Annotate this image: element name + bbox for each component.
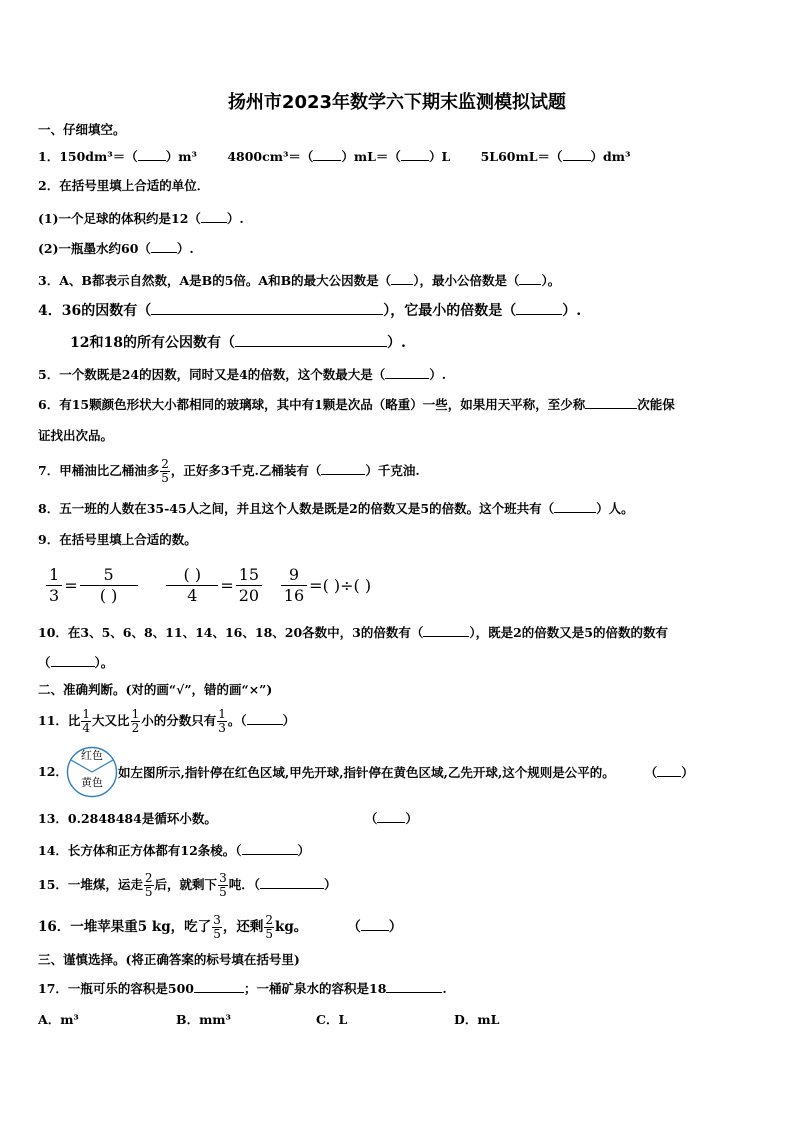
yellow-region-label: 黄色 — [81, 776, 103, 789]
red-region-label: 红色 — [81, 749, 103, 762]
section-3-heading: 三、谨慎选择。(将正确答案的标号填在括号里) — [38, 952, 300, 967]
question-9-stem: 9．在括号里填上合适的数。 — [38, 532, 197, 547]
question-9-equations: $\frac{1}{3}$ = 5 ( ) ( ) 4 = $\frac{15}{20}$ $\frac{9}{16}$ =( )÷( ) — [46, 562, 373, 609]
question-16: 16．一堆苹果重5 kg，吃了 $\frac{3}{5}$ ，还剩 $\frac{2}{5}$ kg。 （ ） — [38, 913, 403, 941]
question-17-option-c: C．L — [316, 1012, 348, 1027]
question-6-line-2: 证找出次品。 — [38, 428, 114, 443]
spinner-disc — [66, 746, 118, 798]
question-10-line-1: 10．在3、5、6、8、11、14、16、18、20各数中，3的倍数有（ ），既是2的倍数又是5的倍数的数有 — [38, 625, 669, 640]
question-11: 11．比 $\frac{1}{4}$ 大又比 $\frac{1}{2}$ 小的分数只有 $\frac{1}{3}$ 。（ ） — [38, 707, 296, 735]
question-12-number: 12． — [38, 764, 68, 779]
question-13: 13．0.2848484是循环小数。 （ ） — [38, 811, 418, 826]
question-12-text: 如左图所示,指针停在红色区域,甲先开球,指针停在黄色区域,乙先开球,这个规则是公平的。 （ ） — [118, 765, 694, 780]
question-2-stem: 2．在括号里填上合适的单位． — [38, 178, 210, 193]
question-17-option-d: D．mL — [454, 1012, 500, 1027]
question-4-line-1: 4．36的因数有（ ），它最小的倍数是（ ）. — [38, 303, 582, 319]
question-5: 5．一个数既是24的因数，同时又是4的倍数，这个数最大是（ ）. — [38, 367, 447, 382]
question-2-part-1: (1)一个足球的体积约是12（ ）. — [38, 211, 244, 226]
question-7: 7．甲桶油比乙桶油多 $\frac{2}{5}$ ，正好多3千克.乙桶装有（ ）千克油. — [38, 457, 420, 485]
page-title: 扬州市2023年数学六下期末监测模拟试题 — [227, 92, 567, 113]
question-17: 17．一瓶可乐的容积是500 ；一桶矿泉水的容积是18 . — [38, 981, 447, 996]
question-1: 1．150dm³＝（ ）m³ 4800cm³＝（ ）mL＝（ ）L 5L60mL＝（ ）dm³ — [38, 149, 631, 164]
question-2-part-2: (2)一瓶墨水约60（ ）. — [38, 241, 194, 256]
question-15: 15．一堆煤，运走 $\frac{2}{5}$ 后，就剩下 $\frac{3}{5}$ 吨．（ ） — [38, 871, 337, 899]
question-14: 14．长方体和正方体都有12条棱。（ ） — [38, 843, 311, 858]
question-4-line-2: 12和18的所有公因数有（ ）. — [70, 335, 406, 351]
section-1-heading: 一、仔细填空。 — [38, 122, 126, 137]
section-2-heading: 二、准确判断。(对的画“√”，错的画“×”) — [38, 682, 273, 697]
question-17-option-a: A．m³ — [38, 1012, 79, 1027]
question-8: 8．五一班的人数在35-45人之间，并且这个人数是既是2的倍数又是5的倍数。这个班共有（ ）人。 — [38, 501, 634, 516]
question-3: 3．A、B都表示自然数，A是B的5倍。A和B的最大公因数是（ ），最小公倍数是（ ）。 — [38, 273, 561, 288]
question-6-line-1: 6．有15颗颜色形状大小都相同的玻璃球，其中有1颗是次品（略重）一些，如果用天平称，至少称 次能保 — [38, 397, 675, 412]
question-10-line-2: （ ）。 — [38, 655, 114, 670]
question-17-option-b: B．mm³ — [176, 1012, 231, 1027]
